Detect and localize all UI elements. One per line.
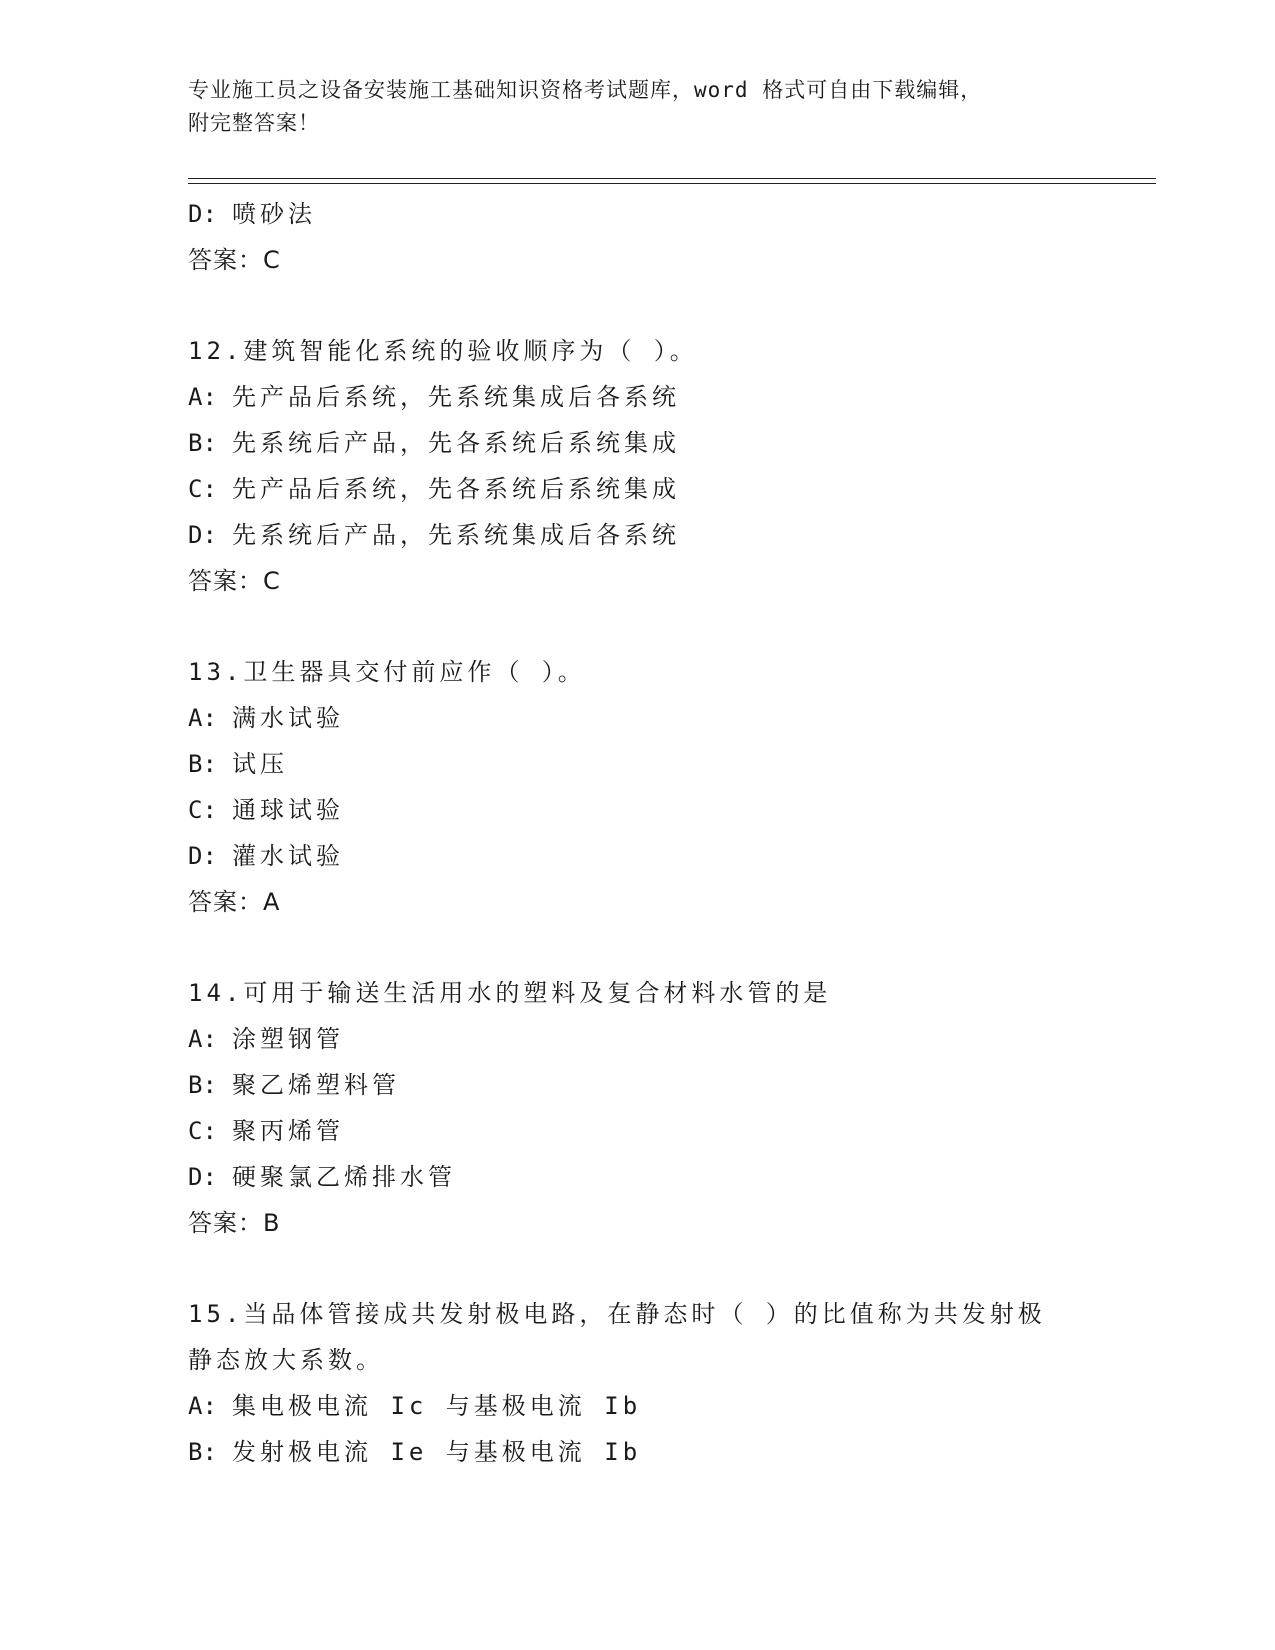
option-label: C: — [188, 475, 217, 503]
option-label: A: — [188, 1392, 217, 1420]
option-row — [188, 466, 1088, 512]
option-row — [188, 1062, 1088, 1108]
option-row — [188, 374, 1088, 420]
option-label: B: — [188, 750, 217, 778]
option-row — [188, 512, 1088, 558]
option-text: 先系统后产品，先系统集成后各系统 — [232, 521, 680, 549]
option-label: D: — [188, 200, 217, 228]
option-text: 先系统后产品，先各系统后系统集成 — [232, 429, 680, 457]
option-label: A: — [188, 1025, 217, 1053]
question-stem: 静态放大系数。 — [188, 1346, 384, 1374]
option-text: 集电极电流 Ic 与基极电流 Ib — [232, 1392, 642, 1420]
option-text: 硬聚氯乙烯排水管 — [232, 1163, 456, 1191]
question-block — [188, 328, 1088, 604]
header-divider-top — [188, 178, 1156, 179]
question-block — [188, 649, 1088, 925]
question-block — [188, 970, 1088, 1246]
option-text: 喷砂法 — [232, 200, 316, 228]
option-row — [188, 420, 1088, 466]
question-spacer — [188, 604, 1088, 649]
option-row — [188, 787, 1088, 833]
option-row — [188, 1383, 1088, 1429]
answer-value: A — [263, 888, 281, 916]
option-text: 涂塑钢管 — [232, 1025, 344, 1053]
option-row — [188, 1108, 1088, 1154]
option-row — [188, 833, 1088, 879]
option-label: C: — [188, 796, 217, 824]
question-stem: 15.当品体管接成共发射极电路，在静态时（ ）的比值称为共发射极 — [188, 1300, 1046, 1328]
answer-value: C — [263, 246, 281, 274]
answer-value: B — [263, 1209, 281, 1237]
answer-row — [188, 558, 1088, 604]
question-stem: 12.建筑智能化系统的验收顺序为（ ）。 — [188, 337, 698, 365]
question-spacer — [188, 925, 1088, 970]
answer-prefix: 答案： — [188, 888, 263, 916]
option-label: D: — [188, 842, 217, 870]
option-label: B: — [188, 429, 217, 457]
option-row — [188, 695, 1088, 741]
option-row — [188, 1154, 1088, 1200]
answer-row — [188, 237, 1088, 283]
answer-prefix: 答案： — [188, 567, 263, 595]
option-text: 先产品后系统，先各系统后系统集成 — [232, 475, 680, 503]
question-spacer — [188, 1246, 1088, 1291]
option-row — [188, 1429, 1088, 1475]
option-label: B: — [188, 1071, 217, 1099]
answer-prefix: 答案： — [188, 246, 263, 274]
option-label: A: — [188, 383, 217, 411]
answer-value: C — [263, 567, 281, 595]
question-stem: 13.卫生器具交付前应作（ ）。 — [188, 658, 586, 686]
document-header — [188, 74, 1068, 140]
answer-row — [188, 879, 1088, 925]
option-text: 聚乙烯塑料管 — [232, 1071, 400, 1099]
option-text: 灌水试验 — [232, 842, 344, 870]
header-line-1: 专业施工员之设备安装施工基础知识资格考试题库，word 格式可自由下载编辑， — [188, 78, 983, 102]
header-line-2: 附完整答案！ — [188, 111, 320, 135]
option-text: 试压 — [232, 750, 288, 778]
option-label: C: — [188, 1117, 217, 1145]
option-label: D: — [188, 1163, 217, 1191]
option-text: 发射极电流 Ie 与基极电流 Ib — [232, 1438, 642, 1466]
option-label: D: — [188, 521, 217, 549]
option-row — [188, 1016, 1088, 1062]
answer-prefix: 答案： — [188, 1209, 263, 1237]
option-text: 先产品后系统，先系统集成后各系统 — [232, 383, 680, 411]
option-label: A: — [188, 704, 217, 732]
question-spacer — [188, 283, 1088, 328]
option-row — [188, 741, 1088, 787]
question-block — [188, 1291, 1088, 1475]
option-row — [188, 191, 1088, 237]
question-stem: 14.可用于输送生活用水的塑料及复合材料水管的是 — [188, 979, 832, 1007]
question-list — [188, 191, 1088, 1475]
option-text: 通球试验 — [232, 796, 344, 824]
header-divider-bottom — [188, 183, 1156, 184]
carry-over-block — [188, 191, 1088, 283]
option-text: 满水试验 — [232, 704, 344, 732]
option-text: 聚丙烯管 — [232, 1117, 344, 1145]
answer-row — [188, 1200, 1088, 1246]
option-label: B: — [188, 1438, 217, 1466]
